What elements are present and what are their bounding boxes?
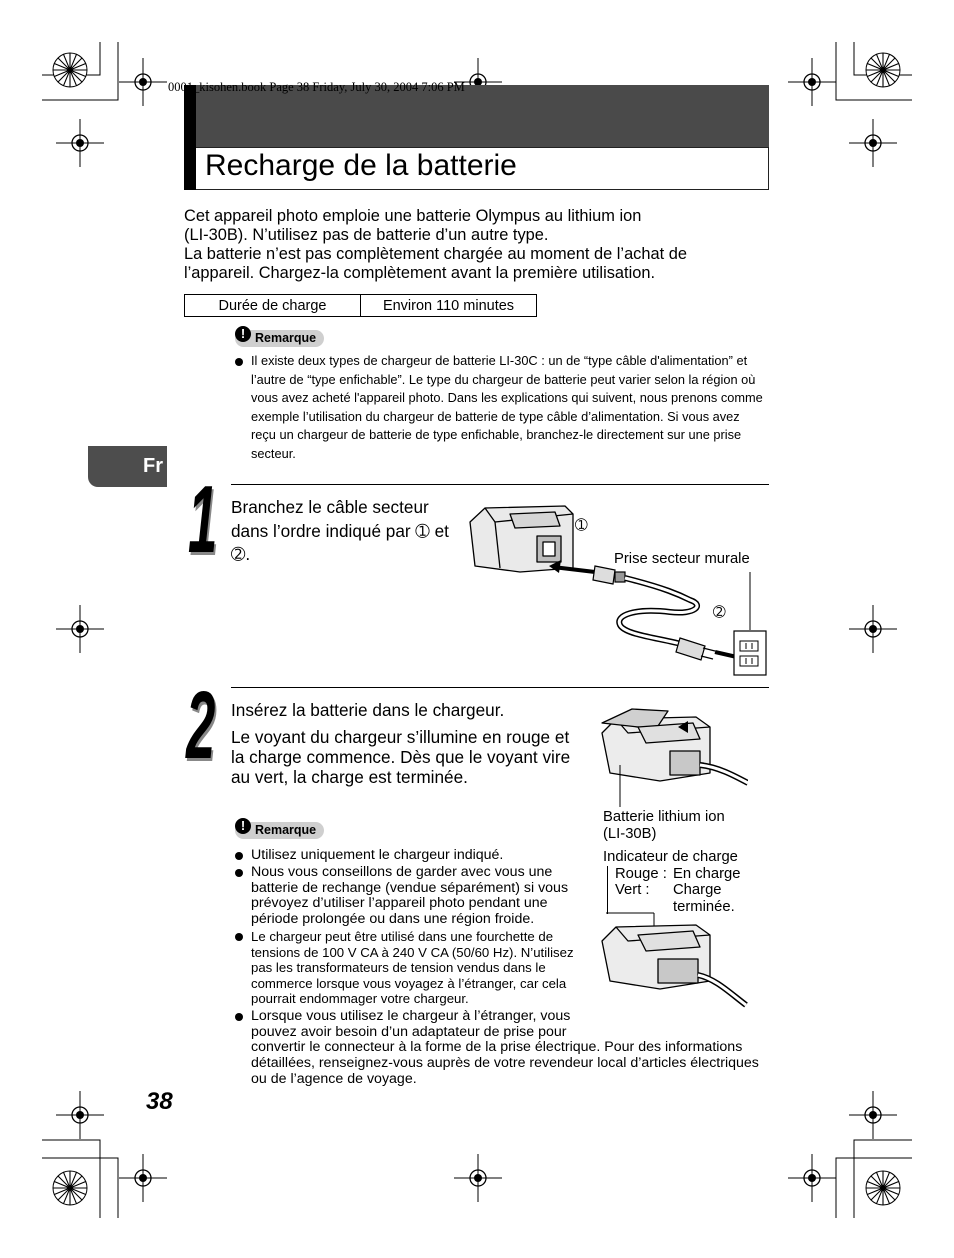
bullet-icon [235, 869, 243, 877]
note-badge: Remarque [235, 330, 324, 347]
step-number: 1 [188, 466, 216, 573]
charger-cable-illustration [465, 500, 775, 680]
indicator-label: Indicateur de charge [603, 849, 738, 865]
outlet-label: Prise secteur murale [614, 551, 750, 567]
note-badge: Remarque [235, 822, 324, 839]
language-tab: Fr [88, 446, 167, 487]
step1-text: Branchez le câble secteur dans l’ordre indiqué par ➀ et ➁. [231, 497, 449, 564]
red-value: En charge [673, 866, 741, 882]
warning-icon: ! [235, 818, 251, 834]
note-text: Il existe deux types de chargeur de batterie LI-30C : un de “type câble d'alimentation” et l’autre de “type enfichable”. Le type du chargeur de batterie peut varier selon la région où vous avez acheté l'appareil photo. Dans les explications qui suivent, nous prenons comme exemple l’utilisation du chargeur de batterie de type câble d’alimentation. Si vous avez reçu un chargeur de batterie de type enfichable, branchez-le directement sur une prise secteur. [251, 353, 763, 461]
note2-item-last: Lorsque vous utilisez le chargeur à l’étranger, vous pouvez avoir besoin d’un adaptateur de prise pour convertir le connecteur à la forme de la prise électrique. Pour des informations détaillées, renseignez-vous auprès de votre revendeur local d’articles électriques ou de l’agence de voyage. [251, 1008, 759, 1087]
red-key: Rouge : [615, 866, 667, 882]
intro-line: Cet appareil photo emploie une batterie Olympus au lithium ion [184, 207, 642, 225]
charge-time-table [184, 294, 537, 317]
warning-icon: ! [235, 326, 251, 342]
callout-2: ➁ [713, 605, 726, 621]
intro-line: (LI-30B). N’utilisez pas de batterie d’un autre type. [184, 226, 549, 244]
bullet-icon [235, 358, 243, 366]
note2-item: Utilisez uniquement le chargeur indiqué. [251, 847, 504, 863]
step-number: 2 [186, 672, 214, 779]
indicator-leader [607, 866, 608, 914]
bullet-icon [235, 1013, 243, 1021]
bullet-icon [235, 933, 243, 941]
divider [231, 484, 769, 485]
step2-description: Le voyant du chargeur s’illumine en rouge et la charge commence. Dès que le voyant vire au vert, la charge est terminée. [231, 727, 571, 787]
note2-item: Le chargeur peut être utilisé dans une fourchette de tensions de 100 V CA à 240 V CA (50/60 Hz). N’utilisez pas les transformateurs de tension vendus dans le commerce lorsque vous voyagez à l’étranger, car cela pourrait endommager votre chargeur. [251, 929, 574, 1007]
divider [231, 687, 769, 688]
file-header: 0001_kisohen.book Page 38 Friday, July 30, 2004 7:06 PM [168, 80, 465, 94]
note2-item: Nous vous conseillons de garder avec vous une batterie de rechange (vendue séparément) si vous prévoyez d’utiliser l’appareil photo pendant une période prolongée ou dans une région froide. [251, 864, 569, 928]
green-key: Vert : [615, 882, 650, 898]
green-value: Charge [673, 882, 722, 898]
intro-line: l’appareil. Chargez-la complètement avant la première utilisation. [184, 264, 656, 282]
intro-text [184, 207, 784, 283]
bullet-icon [235, 852, 243, 860]
title-accent-bar [184, 85, 196, 190]
battery-model-label: (LI-30B) [603, 826, 657, 842]
step2-instruction: Insérez la batterie dans le chargeur. [231, 700, 505, 720]
page-number: 38 [146, 1088, 173, 1115]
battery-label: Batterie lithium ion [603, 809, 725, 825]
page-title: Recharge de la batterie [205, 149, 517, 182]
charging-indicator-illustration [598, 905, 748, 1020]
charge-time-value: Environ 110 minutes [361, 295, 537, 317]
intro-line: La batterie n’est pas complètement chargée au moment de l’achat de [184, 245, 687, 263]
charge-time-label: Durée de charge [185, 295, 361, 317]
callout-1: ➀ [575, 518, 588, 534]
green-value-cont: terminée. [673, 899, 735, 915]
